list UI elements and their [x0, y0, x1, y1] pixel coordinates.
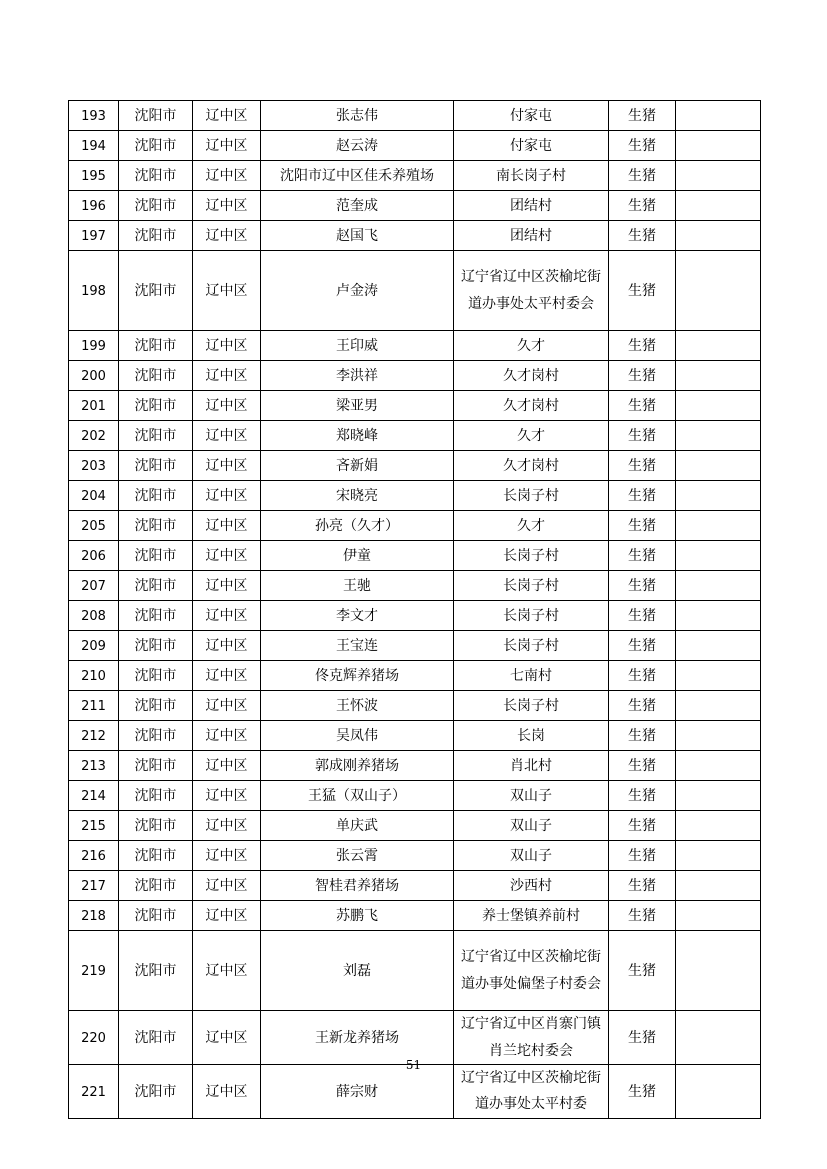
species-cell: 生猪: [609, 191, 676, 221]
row-number: 217: [69, 871, 119, 901]
note-cell: [676, 221, 761, 251]
row-number: 212: [69, 721, 119, 751]
district-cell: 辽中区: [193, 421, 261, 451]
district-cell: 辽中区: [193, 571, 261, 601]
location-cell: 久才岗村: [454, 391, 609, 421]
row-number: 211: [69, 691, 119, 721]
table-row: [69, 601, 761, 631]
city-cell: 沈阳市: [119, 811, 193, 841]
note-cell: [676, 901, 761, 931]
location-cell: 沙西村: [454, 871, 609, 901]
note-cell: [676, 601, 761, 631]
table-row: [69, 1011, 761, 1065]
species-cell: 生猪: [609, 751, 676, 781]
note-cell: [676, 631, 761, 661]
location-cell: 长岗子村: [454, 601, 609, 631]
district-cell: 辽中区: [193, 1011, 261, 1065]
location-cell: 付家屯: [454, 101, 609, 131]
note-cell: [676, 691, 761, 721]
species-cell: 生猪: [609, 361, 676, 391]
district-cell: 辽中区: [193, 191, 261, 221]
location-cell: 付家屯: [454, 131, 609, 161]
species-cell: 生猪: [609, 331, 676, 361]
district-cell: 辽中区: [193, 331, 261, 361]
table-row: [69, 481, 761, 511]
farm-name-cell: 沈阳市辽中区佳禾养殖场: [261, 161, 454, 191]
table-row: [69, 361, 761, 391]
district-cell: 辽中区: [193, 811, 261, 841]
species-cell: 生猪: [609, 221, 676, 251]
row-number: 197: [69, 221, 119, 251]
row-number: 201: [69, 391, 119, 421]
species-cell: 生猪: [609, 931, 676, 1011]
city-cell: 沈阳市: [119, 1011, 193, 1065]
location-cell: 双山子: [454, 841, 609, 871]
row-number: 221: [69, 1065, 119, 1119]
location-cell: 南长岗子村: [454, 161, 609, 191]
district-cell: 辽中区: [193, 841, 261, 871]
note-cell: [676, 1065, 761, 1119]
district-cell: 辽中区: [193, 631, 261, 661]
note-cell: [676, 481, 761, 511]
species-cell: 生猪: [609, 781, 676, 811]
location-cell: 久才: [454, 421, 609, 451]
location-cell: 辽宁省辽中区茨榆坨街道办事处太平村委会: [454, 251, 609, 331]
location-cell: 长岗子村: [454, 631, 609, 661]
row-number: 193: [69, 101, 119, 131]
location-cell: 久才: [454, 331, 609, 361]
district-cell: 辽中区: [193, 251, 261, 331]
farm-name-cell: 王印威: [261, 331, 454, 361]
note-cell: [676, 511, 761, 541]
location-cell: 长岗子村: [454, 691, 609, 721]
farm-name-cell: 郭成刚养猪场: [261, 751, 454, 781]
note-cell: [676, 331, 761, 361]
location-cell: 七南村: [454, 661, 609, 691]
city-cell: 沈阳市: [119, 541, 193, 571]
table-row: [69, 451, 761, 481]
location-cell: 久才岗村: [454, 361, 609, 391]
row-number: 219: [69, 931, 119, 1011]
table-row: [69, 221, 761, 251]
note-cell: [676, 931, 761, 1011]
city-cell: 沈阳市: [119, 931, 193, 1011]
location-cell: 辽宁省辽中区肖寨门镇肖兰坨村委会: [454, 1011, 609, 1065]
location-cell: 肖北村: [454, 751, 609, 781]
species-cell: 生猪: [609, 251, 676, 331]
district-cell: 辽中区: [193, 601, 261, 631]
note-cell: [676, 191, 761, 221]
row-number: 220: [69, 1011, 119, 1065]
farm-name-cell: 范奎成: [261, 191, 454, 221]
location-cell: 团结村: [454, 191, 609, 221]
note-cell: [676, 251, 761, 331]
note-cell: [676, 1011, 761, 1065]
table-row: [69, 901, 761, 931]
table-row: [69, 101, 761, 131]
species-cell: 生猪: [609, 1011, 676, 1065]
species-cell: 生猪: [609, 721, 676, 751]
note-cell: [676, 811, 761, 841]
row-number: 215: [69, 811, 119, 841]
note-cell: [676, 571, 761, 601]
district-cell: 辽中区: [193, 901, 261, 931]
note-cell: [676, 871, 761, 901]
district-cell: 辽中区: [193, 541, 261, 571]
species-cell: 生猪: [609, 901, 676, 931]
row-number: 208: [69, 601, 119, 631]
farm-name-cell: 张云霄: [261, 841, 454, 871]
table-row: [69, 691, 761, 721]
species-cell: 生猪: [609, 161, 676, 191]
city-cell: 沈阳市: [119, 451, 193, 481]
location-cell: 长岗子村: [454, 571, 609, 601]
district-cell: 辽中区: [193, 101, 261, 131]
farm-name-cell: 吝新娟: [261, 451, 454, 481]
location-cell: 长岗子村: [454, 541, 609, 571]
species-cell: 生猪: [609, 601, 676, 631]
farm-name-cell: 王新龙养猪场: [261, 1011, 454, 1065]
table-row: [69, 571, 761, 601]
note-cell: [676, 131, 761, 161]
row-number: 199: [69, 331, 119, 361]
farm-name-cell: 张志伟: [261, 101, 454, 131]
farm-name-cell: 薛宗财: [261, 1065, 454, 1119]
farm-name-cell: 吴凤伟: [261, 721, 454, 751]
location-cell: 长岗: [454, 721, 609, 751]
district-cell: 辽中区: [193, 391, 261, 421]
note-cell: [676, 361, 761, 391]
note-cell: [676, 661, 761, 691]
row-number: 209: [69, 631, 119, 661]
farm-name-cell: 孙亮（久才）: [261, 511, 454, 541]
table-row: [69, 541, 761, 571]
species-cell: 生猪: [609, 571, 676, 601]
city-cell: 沈阳市: [119, 841, 193, 871]
farm-name-cell: 赵云涛: [261, 131, 454, 161]
row-number: 218: [69, 901, 119, 931]
location-cell: 久才: [454, 511, 609, 541]
farm-name-cell: 王驰: [261, 571, 454, 601]
district-cell: 辽中区: [193, 781, 261, 811]
farm-table: [68, 100, 761, 1119]
city-cell: 沈阳市: [119, 221, 193, 251]
city-cell: 沈阳市: [119, 421, 193, 451]
table-row: [69, 251, 761, 331]
farm-name-cell: 卢金涛: [261, 251, 454, 331]
city-cell: 沈阳市: [119, 481, 193, 511]
farm-name-cell: 王猛（双山子）: [261, 781, 454, 811]
table-row: [69, 841, 761, 871]
table-row: [69, 811, 761, 841]
species-cell: 生猪: [609, 391, 676, 421]
city-cell: 沈阳市: [119, 571, 193, 601]
district-cell: 辽中区: [193, 931, 261, 1011]
table-row: [69, 661, 761, 691]
table-body: [69, 101, 761, 1119]
farm-name-cell: 单庆武: [261, 811, 454, 841]
row-number: 195: [69, 161, 119, 191]
farm-name-cell: 宋晓亮: [261, 481, 454, 511]
species-cell: 生猪: [609, 421, 676, 451]
row-number: 214: [69, 781, 119, 811]
district-cell: 辽中区: [193, 131, 261, 161]
location-cell: 久才岗村: [454, 451, 609, 481]
city-cell: 沈阳市: [119, 661, 193, 691]
city-cell: 沈阳市: [119, 691, 193, 721]
table-row: [69, 131, 761, 161]
species-cell: 生猪: [609, 131, 676, 161]
district-cell: 辽中区: [193, 451, 261, 481]
row-number: 207: [69, 571, 119, 601]
note-cell: [676, 451, 761, 481]
city-cell: 沈阳市: [119, 331, 193, 361]
city-cell: 沈阳市: [119, 361, 193, 391]
farm-name-cell: 赵国飞: [261, 221, 454, 251]
table-row: [69, 781, 761, 811]
species-cell: 生猪: [609, 841, 676, 871]
district-cell: 辽中区: [193, 661, 261, 691]
row-number: 198: [69, 251, 119, 331]
species-cell: 生猪: [609, 511, 676, 541]
district-cell: 辽中区: [193, 1065, 261, 1119]
city-cell: 沈阳市: [119, 1065, 193, 1119]
city-cell: 沈阳市: [119, 391, 193, 421]
row-number: 194: [69, 131, 119, 161]
district-cell: 辽中区: [193, 721, 261, 751]
species-cell: 生猪: [609, 101, 676, 131]
city-cell: 沈阳市: [119, 191, 193, 221]
table-row: [69, 331, 761, 361]
city-cell: 沈阳市: [119, 511, 193, 541]
farm-name-cell: 苏鹏飞: [261, 901, 454, 931]
note-cell: [676, 751, 761, 781]
location-cell: 双山子: [454, 811, 609, 841]
note-cell: [676, 781, 761, 811]
city-cell: 沈阳市: [119, 101, 193, 131]
table-row: [69, 1065, 761, 1119]
city-cell: 沈阳市: [119, 601, 193, 631]
species-cell: 生猪: [609, 541, 676, 571]
city-cell: 沈阳市: [119, 751, 193, 781]
district-cell: 辽中区: [193, 871, 261, 901]
table-row: [69, 161, 761, 191]
row-number: 202: [69, 421, 119, 451]
row-number: 200: [69, 361, 119, 391]
table-row: [69, 191, 761, 221]
farm-name-cell: 郑晓峰: [261, 421, 454, 451]
species-cell: 生猪: [609, 661, 676, 691]
note-cell: [676, 391, 761, 421]
species-cell: 生猪: [609, 691, 676, 721]
farm-name-cell: 刘磊: [261, 931, 454, 1011]
city-cell: 沈阳市: [119, 901, 193, 931]
note-cell: [676, 421, 761, 451]
city-cell: 沈阳市: [119, 131, 193, 161]
location-cell: 辽宁省辽中区茨榆坨街道办事处太平村委: [454, 1065, 609, 1119]
table-row: [69, 721, 761, 751]
district-cell: 辽中区: [193, 511, 261, 541]
row-number: 196: [69, 191, 119, 221]
city-cell: 沈阳市: [119, 781, 193, 811]
district-cell: 辽中区: [193, 691, 261, 721]
row-number: 204: [69, 481, 119, 511]
table-row: [69, 871, 761, 901]
note-cell: [676, 161, 761, 191]
district-cell: 辽中区: [193, 481, 261, 511]
species-cell: 生猪: [609, 871, 676, 901]
species-cell: 生猪: [609, 481, 676, 511]
table-row: [69, 631, 761, 661]
district-cell: 辽中区: [193, 161, 261, 191]
table-row: [69, 421, 761, 451]
note-cell: [676, 721, 761, 751]
location-cell: 辽宁省辽中区茨榆坨街道办事处偏堡子村委会: [454, 931, 609, 1011]
note-cell: [676, 101, 761, 131]
farm-name-cell: 李洪祥: [261, 361, 454, 391]
page-number: 51: [405, 1058, 422, 1072]
farm-name-cell: 李文才: [261, 601, 454, 631]
row-number: 210: [69, 661, 119, 691]
city-cell: 沈阳市: [119, 161, 193, 191]
table-row: [69, 751, 761, 781]
city-cell: 沈阳市: [119, 251, 193, 331]
species-cell: 生猪: [609, 631, 676, 661]
location-cell: 长岗子村: [454, 481, 609, 511]
farm-name-cell: 王怀波: [261, 691, 454, 721]
district-cell: 辽中区: [193, 751, 261, 781]
farm-name-cell: 智桂君养猪场: [261, 871, 454, 901]
location-cell: 团结村: [454, 221, 609, 251]
note-cell: [676, 841, 761, 871]
row-number: 203: [69, 451, 119, 481]
farm-name-cell: 梁亚男: [261, 391, 454, 421]
row-number: 205: [69, 511, 119, 541]
farm-name-cell: 佟克辉养猪场: [261, 661, 454, 691]
table-row: [69, 511, 761, 541]
row-number: 216: [69, 841, 119, 871]
location-cell: 养士堡镇养前村: [454, 901, 609, 931]
city-cell: 沈阳市: [119, 721, 193, 751]
location-cell: 双山子: [454, 781, 609, 811]
species-cell: 生猪: [609, 451, 676, 481]
table-row: [69, 931, 761, 1011]
city-cell: 沈阳市: [119, 871, 193, 901]
table-row: [69, 391, 761, 421]
city-cell: 沈阳市: [119, 631, 193, 661]
farm-name-cell: 王宝连: [261, 631, 454, 661]
row-number: 206: [69, 541, 119, 571]
species-cell: 生猪: [609, 1065, 676, 1119]
species-cell: 生猪: [609, 811, 676, 841]
note-cell: [676, 541, 761, 571]
farm-name-cell: 伊童: [261, 541, 454, 571]
row-number: 213: [69, 751, 119, 781]
district-cell: 辽中区: [193, 361, 261, 391]
district-cell: 辽中区: [193, 221, 261, 251]
